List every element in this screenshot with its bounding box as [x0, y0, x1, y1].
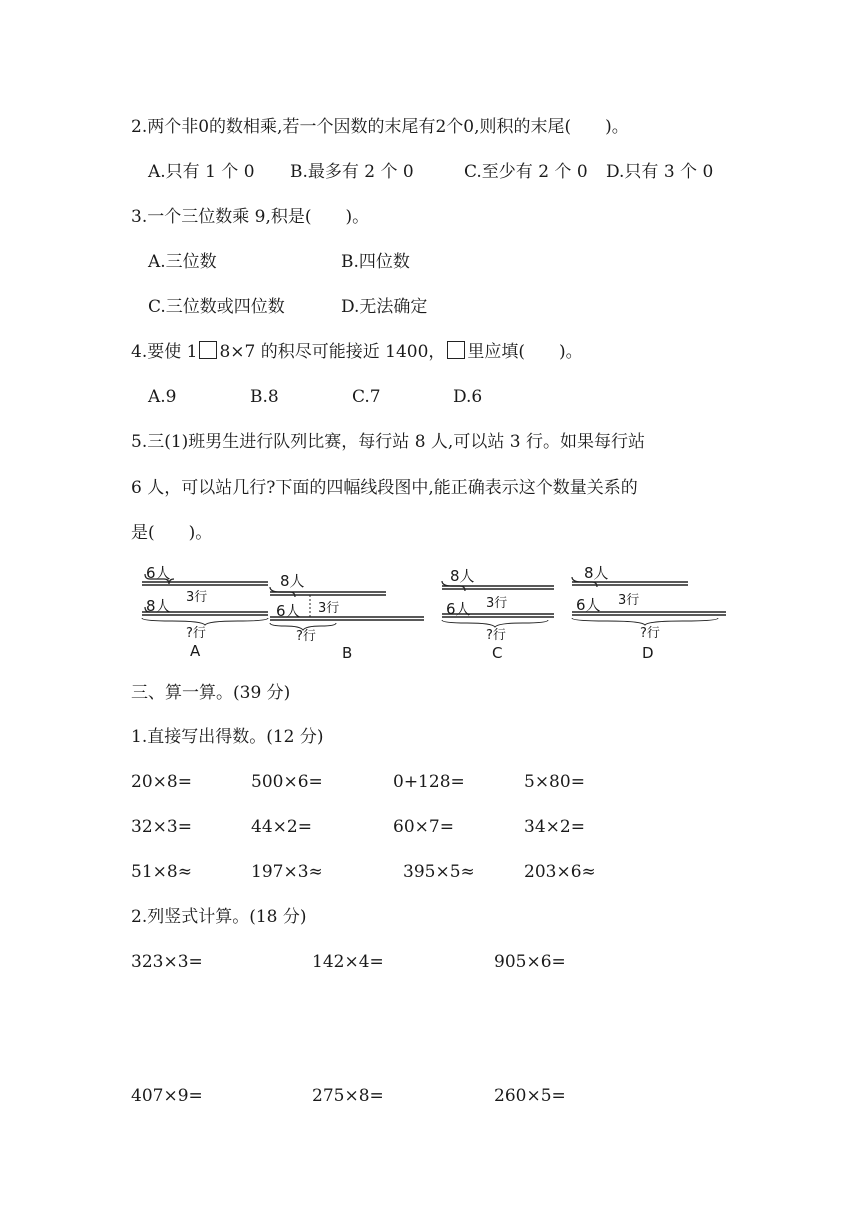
- diagram-b-top-label: 8人: [280, 572, 305, 590]
- q2-option-d: D.只有 3 个 0: [606, 162, 714, 182]
- diagram-b-mid-label: 3行: [318, 601, 340, 616]
- diagram-a-second-label: 8人: [146, 597, 171, 615]
- diagram-d-top-label: 8人: [584, 564, 609, 582]
- mental-math-item: 32×3=: [131, 817, 192, 837]
- diagram-d-bottom-label: ?行: [640, 626, 660, 641]
- vertical-calc-item: 323×3=: [131, 952, 203, 972]
- section-3-title: 三、算一算。(39 分): [131, 683, 291, 703]
- mental-math-item: 197×3≈: [251, 862, 323, 882]
- vertical-calc-item: 905×6=: [494, 952, 566, 972]
- diagram-a-bottom-label: ?行: [186, 626, 206, 641]
- mental-math-item: 44×2=: [251, 817, 312, 837]
- blank-box: [447, 341, 465, 359]
- diagram-c-top-label: 8人: [450, 567, 475, 585]
- mental-math-item: 60×7=: [393, 817, 454, 837]
- mental-math-item: 0+128=: [393, 772, 465, 792]
- q5-line-3: 是( )。: [131, 523, 213, 543]
- section-3-part-2-title: 2.列竖式计算。(18 分): [131, 907, 307, 927]
- q3-option-d: D.无法确定: [341, 297, 428, 317]
- vertical-calc-item: 407×9=: [131, 1086, 203, 1106]
- diagram-a-top-label: 6人: [146, 564, 171, 582]
- diagram-c: [440, 562, 560, 662]
- q3-option-b: B.四位数: [341, 252, 410, 272]
- section-3-part-1-title: 1.直接写出得数。(12 分): [131, 727, 324, 747]
- diagram-c-bottom-label: ?行: [486, 628, 506, 643]
- diagram-d-second-label: 6人: [576, 596, 601, 614]
- mental-math-item: 51×8≈: [131, 862, 192, 882]
- diagram-d: [570, 562, 730, 662]
- diagram-d-id: D: [642, 644, 654, 662]
- q4-option-b: B.8: [250, 387, 279, 407]
- diagram-a-id: A: [190, 642, 201, 660]
- vertical-calc-item: 260×5=: [494, 1086, 566, 1106]
- q4-stem-part-b: 8×7 的积尽可能接近 1400，: [219, 342, 446, 362]
- q2-option-c: C.至少有 2 个 0: [464, 162, 588, 182]
- diagram-a: [140, 562, 270, 662]
- mental-math-item: 20×8=: [131, 772, 192, 792]
- vertical-calc-item: 142×4=: [312, 952, 384, 972]
- diagram-b-bottom-label: ?行: [296, 629, 316, 644]
- diagram-b-id: B: [342, 644, 353, 662]
- blank-box: [199, 341, 217, 359]
- vertical-calc-item: 275×8=: [312, 1086, 384, 1106]
- diagram-c-mid-label: 3行: [486, 596, 508, 611]
- q4-stem-part-a: 4.要使 1: [131, 342, 198, 362]
- q4-option-d: D.6: [453, 387, 483, 407]
- diagram-b-second-label: 6人: [276, 602, 301, 620]
- q5-line-2: 6 人，可以站几行?下面的四幅线段图中,能正确表示这个数量关系的: [131, 478, 638, 498]
- q3-stem: 3.一个三位数乘 9,积是( )。: [131, 207, 370, 227]
- q2-option-b: B.最多有 2 个 0: [290, 162, 414, 182]
- q4-option-c: C.7: [352, 387, 381, 407]
- mental-math-item: 203×6≈: [524, 862, 596, 882]
- diagram-c-id: C: [492, 644, 503, 662]
- diagram-a-mid-label: 3行: [186, 590, 208, 605]
- diagram-d-mid-label: 3行: [618, 593, 640, 608]
- diagram-b: [268, 562, 428, 662]
- mental-math-item: 395×5≈: [403, 862, 475, 882]
- q4-stem-part-c: 里应填( )。: [467, 342, 583, 362]
- mental-math-item: 500×6=: [251, 772, 323, 792]
- q2-option-a: A.只有 1 个 0: [148, 162, 255, 182]
- q4-option-a: A.9: [148, 387, 177, 407]
- diagram-c-second-label: 6人: [446, 600, 471, 618]
- mental-math-item: 5×80=: [524, 772, 585, 792]
- q4-stem: [131, 341, 583, 363]
- mental-math-item: 34×2=: [524, 817, 585, 837]
- q5-line-1: 5.三(1)班男生进行队列比赛，每行站 8 人,可以站 3 行。如果每行站: [131, 432, 645, 452]
- q3-option-c: C.三位数或四位数: [148, 297, 285, 317]
- q3-option-a: A.三位数: [148, 252, 217, 272]
- q2-stem: 2.两个非0的数相乘,若一个因数的末尾有2个0,则积的末尾( )。: [131, 117, 629, 137]
